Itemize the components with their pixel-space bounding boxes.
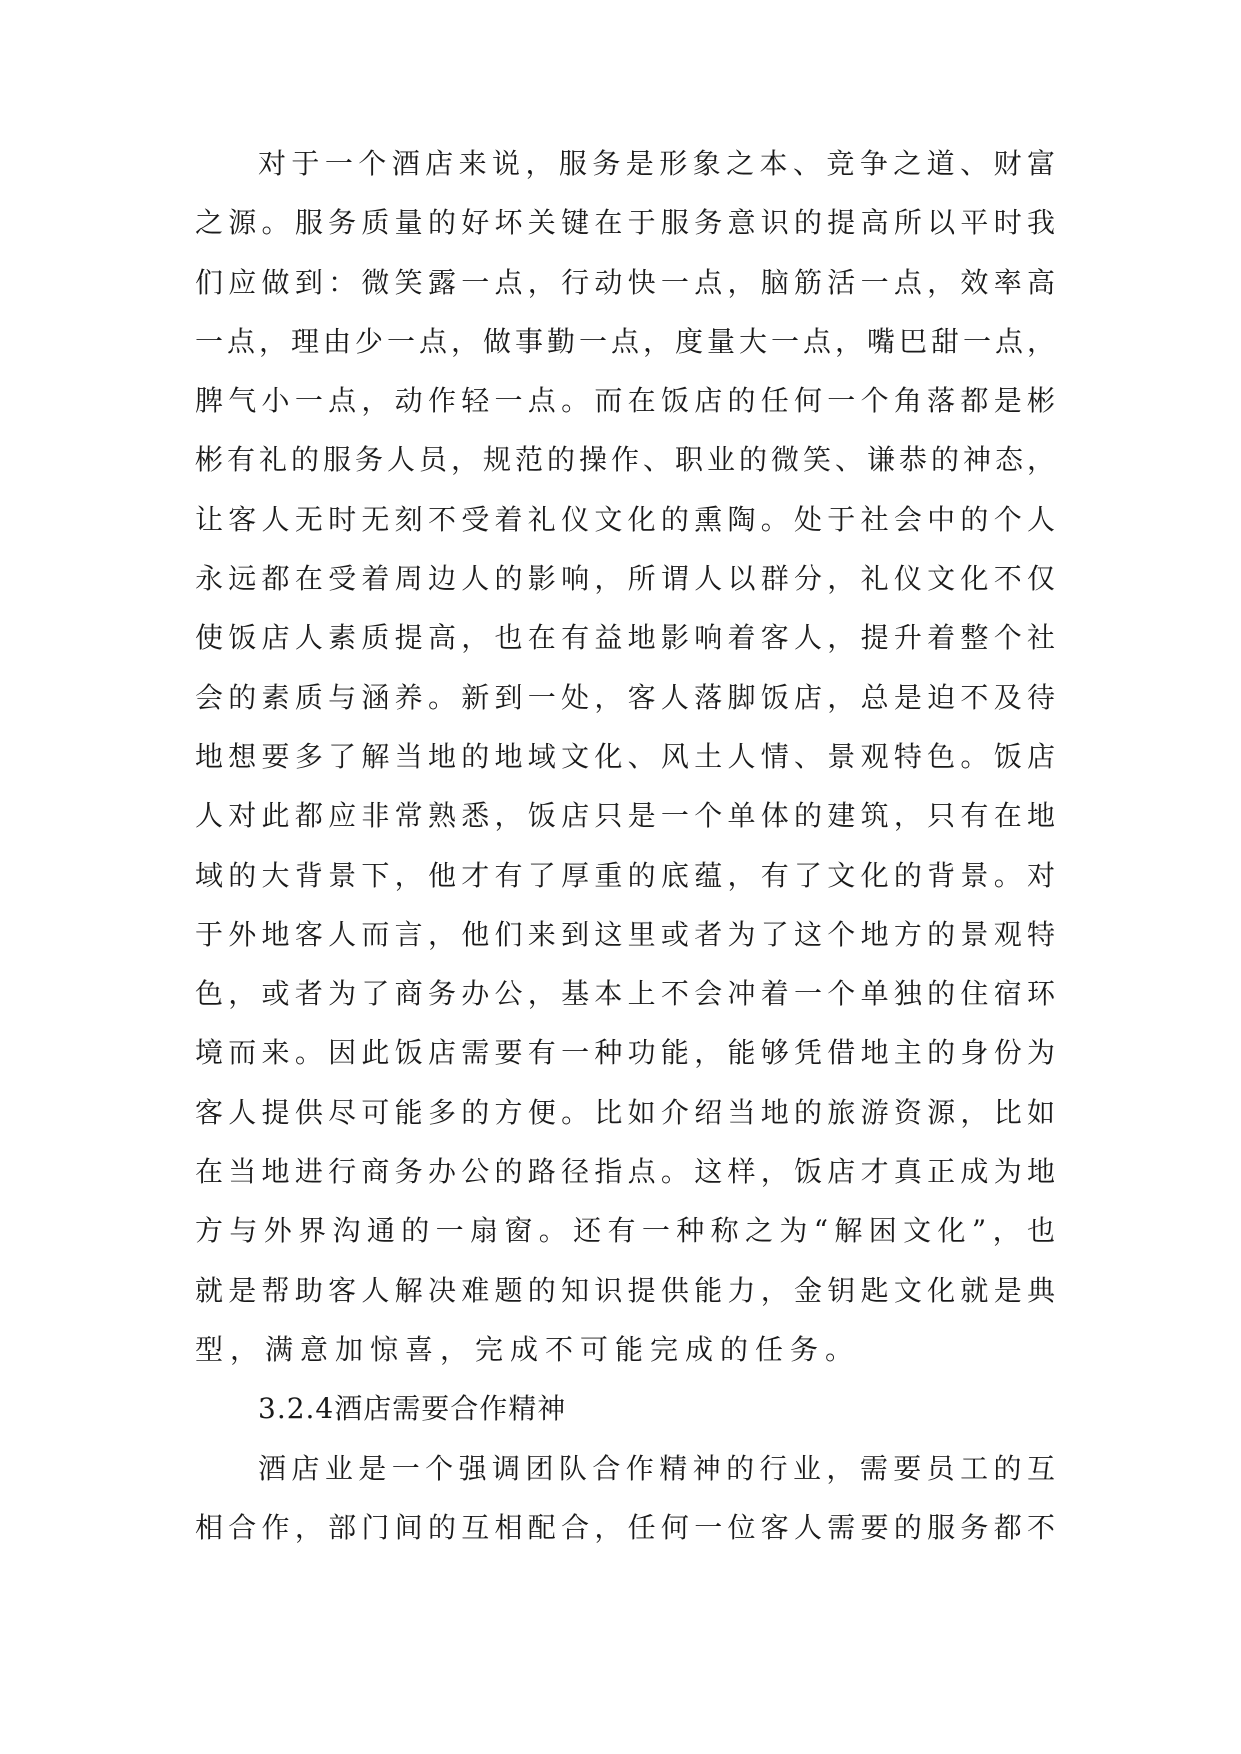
paragraph-line: 在当地进行商务办公的路径指点。这样，饭店才真正成为地 xyxy=(195,1155,1055,1189)
paragraph-line: 之源。服务质量的好坏关键在于服务意识的提高所以平时我 xyxy=(195,206,1055,240)
paragraph-line: 相合作，部门间的互相配合，任何一位客人需要的服务都不 xyxy=(195,1510,1055,1544)
paragraph-line: 就是帮助客人解决难题的知识提供能力，金钥匙文化就是典 xyxy=(195,1273,1055,1307)
paragraph-line: 一点，理由少一点，做事勤一点，度量大一点，嘴巴甜一点， xyxy=(195,324,1055,358)
paragraph-line: 人对此都应非常熟悉，饭店只是一个单体的建筑，只有在地 xyxy=(195,799,1055,833)
paragraph-line: 会的素质与涵养。新到一处，客人落脚饭店，总是迫不及待 xyxy=(195,680,1055,714)
paragraph-line: 们应做到：微笑露一点，行动快一点，脑筋活一点，效率高 xyxy=(195,265,1055,299)
paragraph-line: 域的大背景下，他才有了厚重的底蕴，有了文化的背景。对 xyxy=(195,858,1055,892)
paragraph-line: 地想要多了解当地的地域文化、风土人情、景观特色。饭店 xyxy=(195,739,1055,773)
paragraph-line: 对于一个酒店来说，服务是形象之本、竞争之道、财富 xyxy=(258,147,1055,180)
paragraph-line: 型，满意加惊喜，完成不可能完成的任务。 xyxy=(195,1332,861,1366)
paragraph-line: 让客人无时无刻不受着礼仪文化的熏陶。处于社会中的个人 xyxy=(195,502,1055,536)
paragraph-line: 酒店业是一个强调团队合作精神的行业，需要员工的互 xyxy=(258,1451,1055,1485)
paragraph-line: 脾气小一点，动作轻一点。而在饭店的任何一个角落都是彬 xyxy=(195,384,1055,418)
section-heading: 3.2.4酒店需要合作精神 xyxy=(258,1392,567,1426)
paragraph-line: 境而来。因此饭店需要有一种功能，能够凭借地主的身份为 xyxy=(195,1036,1055,1070)
paragraph-line: 客人提供尽可能多的方便。比如介绍当地的旅游资源，比如 xyxy=(195,1095,1055,1129)
paragraph-line: 永远都在受着周边人的影响，所谓人以群分，礼仪文化不仅 xyxy=(195,562,1055,596)
paragraph-line: 于外地客人而言，他们来到这里或者为了这个地方的景观特 xyxy=(195,917,1055,951)
paragraph-hotel-service-culture xyxy=(195,134,1055,1557)
paragraph-line: 使饭店人素质提高，也在有益地影响着客人，提升着整个社 xyxy=(195,621,1055,655)
paragraph-line: 彬有礼的服务人员，规范的操作、职业的微笑、谦恭的神态， xyxy=(195,443,1055,477)
paragraph-line: 色，或者为了商务办公，基本上不会冲着一个单独的住宿环 xyxy=(195,977,1055,1011)
paragraph-line: 方与外界沟通的一扇窗。还有一种称之为“解困文化”，也 xyxy=(195,1214,1055,1248)
